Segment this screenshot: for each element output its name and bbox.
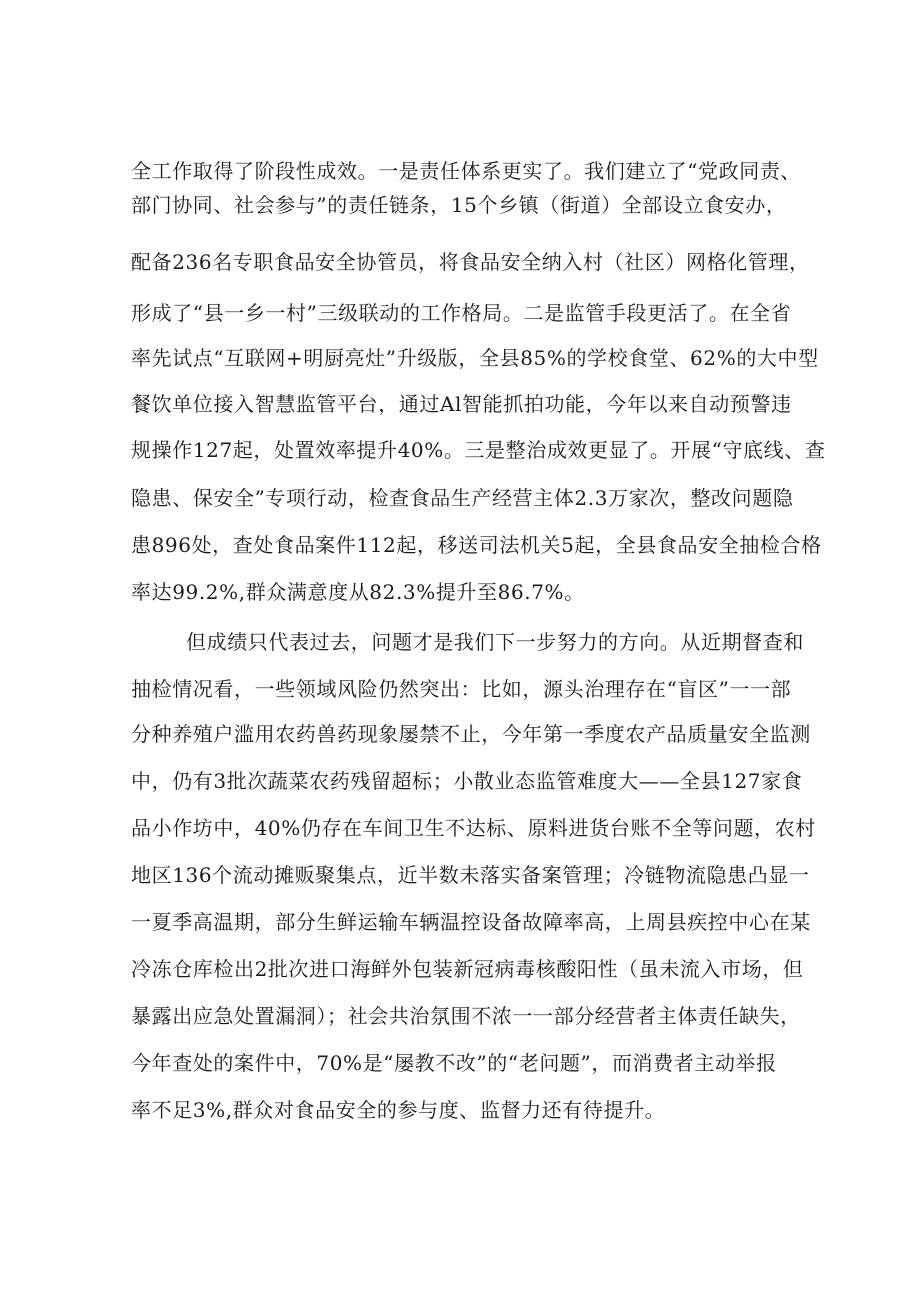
text-line: 规操作127起，处置效率提升40%。三是整治成效更显了。开展“守底线、查 — [131, 438, 826, 462]
text-line: 一夏季高温期，部分生鲜运输车辆温控设备故障率高，上周县疾控中心在某 — [131, 910, 811, 934]
text-line: 全工作取得了阶段性成效。一是责任体系更实了。我们建立了“党政同责、 — [131, 159, 802, 183]
text-line: 率先试点“互联网+明厨亮灶”升级版，全县85%的学校食堂、62%的大中型 — [131, 346, 819, 370]
text-line: 暴露出应急处置漏洞）；社会共治氛围不浓一一部分经营者主体责任缺失， — [131, 1004, 801, 1028]
text-line: 中，仍有3批次蔬菜农药残留超标；小散业态监管难度大——全县127家食 — [131, 769, 803, 793]
text-line: 形成了“县一乡一村”三级联动的工作格局。二是监管手段更活了。在全省 — [131, 301, 792, 325]
text-line: 配备236名专职食品安全协管员，将食品安全纳入村（社区）网格化管理， — [131, 250, 810, 274]
text-line: 患896处，查处食品案件112起，移送司法机关5起，全县食品安全抽检合格 — [131, 533, 822, 557]
text-line: 冷冻仓库检出2批次进口海鲜外包装新冠病毒核酸阳性（虽未流入市场，但 — [131, 957, 804, 981]
text-line: 地区136个流动摊贩聚集点，近半数未落实备案管理；冷链物流隐患凸显一 — [131, 863, 810, 887]
text-line: 部门协同、社会参与”的责任链条，15个乡镇（街道）全部设立食安办， — [131, 193, 787, 217]
text-line: 品小作坊中，40%仍存在车间卫生不达标、原料进货台账不全等问题，农村 — [131, 816, 816, 840]
text-line: 分种养殖户滥用农药兽药现象屡禁不止，今年第一季度农产品质量安全监测 — [131, 722, 811, 746]
text-line: 隐患、保安全”专项行动，检查食品生产经营主体2.3万家次，整改问题隐 — [131, 486, 794, 510]
text-line: 抽检情况看，一些领域风险仍然突出：比如，源头治理存在“盲区”一一部 — [131, 677, 792, 701]
text-line: 今年查处的案件中，70%是“屡教不改”的“老问题”，而消费者主动举报 — [131, 1051, 777, 1075]
text-line: 但成绩只代表过去，问题才是我们下一步努力的方向。从近期督查和 — [186, 630, 804, 654]
text-line: 率不足3%,群众对食品安全的参与度、监督力还有待提升。 — [131, 1098, 666, 1122]
text-line: 率达99.2%,群众满意度从82.3%提升至86.7%。 — [131, 580, 585, 604]
text-line: 餐饮单位接入智慧监管平台，通过Al智能抓拍功能，今年以来自动预警违 — [131, 392, 792, 416]
